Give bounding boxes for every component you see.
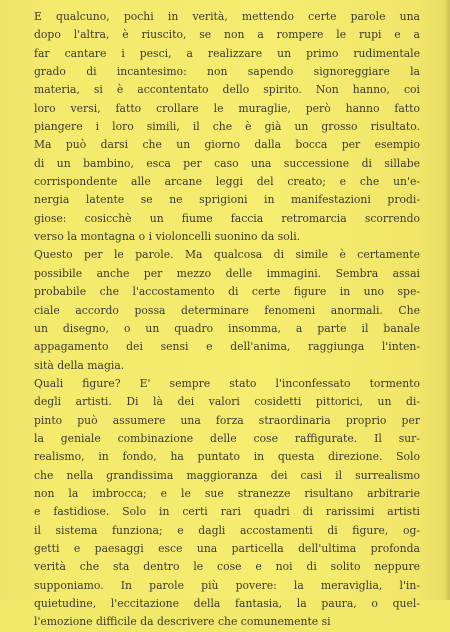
- paragraph: [34, 246, 420, 374]
- paragraph: [34, 8, 420, 246]
- text-line: realismo, in fondo, ha puntato in questa direzione. Solo: [34, 450, 420, 464]
- text-line: appagamento dei sensi e dell'anima, raggiunga l'inten-: [34, 340, 420, 354]
- text-line: loro versi, fatto crollare le muraglie, però hanno fatto: [34, 101, 420, 115]
- text-line: Questo per le parole. Ma qualcosa di simile è certamente: [34, 248, 420, 262]
- text-line: getti e paesaggi esce una particella dell'ultima profonda: [34, 541, 420, 555]
- text-line: nergia latente se ne sprigioni in manifestazioni prodi-: [34, 193, 420, 207]
- text-line: ciale accordo possa determinare fenomeni anormali. Che: [34, 303, 420, 317]
- text-line: Ma può darsi che un giorno dalla bocca per esempio: [34, 138, 420, 152]
- text-line: non la imbrocca; e le sue stranezze risultano arbitrarie: [34, 486, 420, 500]
- text-line: il sistema funziona; e dagli accostamenti di figure, og-: [34, 523, 420, 537]
- text-line: verità che sta dentro le cose e noi di solito neppure: [34, 560, 420, 574]
- text-line: verso la montagna o i violoncelli suonino da soli.: [34, 230, 301, 244]
- text-line: e fastidiose. Solo in certi rari quadri di rarissimi artisti: [34, 505, 420, 519]
- text-line: grado di incantesimo: non sapendo signoreggiare la: [34, 65, 420, 79]
- text-line: che nella grandissima maggioranza dei casi il surrealismo: [34, 468, 420, 482]
- text-line: quietudine, l'eccitazione della fantasia, la paura, o quel-: [34, 597, 420, 610]
- text-line: la geniale combinazione delle cose raffigurate. Il sur-: [34, 431, 420, 445]
- text-line: supponiamo. In parole più povere: la meraviglia, l'in-: [34, 578, 420, 592]
- text-line: giose: cosicchè un fiume faccia retromarcia scorrendo: [34, 211, 420, 225]
- text-line: probabile che l'accostamento di certe figure in uno spe-: [34, 285, 420, 299]
- paragraph: [34, 375, 420, 632]
- body-text: [34, 8, 420, 632]
- text-line: di un bambino, esca per caso una successione di sillabe: [34, 156, 420, 170]
- text-line: degli artisti. Di là dei valori cosidetti pittorici, un di-: [34, 395, 420, 409]
- text-line: pinto può assumere una forza straordinaria proprio per: [34, 413, 420, 427]
- text-line: far cantare i pesci, a realizzare un primo rudimentale: [34, 46, 420, 60]
- text-line: materia, si è accontentato dello spirito. Non hanno, coi: [34, 83, 420, 97]
- text-line: corrispondente alle arcane leggi del creato; e che un'e-: [34, 175, 420, 189]
- text-line: possibile anche per mezzo delle immagini. Sembra assai: [34, 266, 420, 280]
- text-line: piangere i loro simili, il che è già un grosso risultato.: [34, 120, 420, 134]
- text-line: E qualcuno, pochi in verità, mettendo certe parole una: [34, 10, 420, 23]
- text-line: Quali figure? E' sempre stato l'inconfessato tormento: [34, 376, 420, 390]
- text-line: sità della magia.: [34, 358, 125, 372]
- text-line: un disegno, o un quadro insomma, a parte il banale: [34, 321, 420, 335]
- text-line: dopo l'altra, è riuscito, se non a rompere le rupi e a: [34, 28, 420, 42]
- text-line: l'emozione difficile da descrivere che comunemente si: [34, 615, 331, 629]
- page-edge-shadow: [444, 0, 450, 600]
